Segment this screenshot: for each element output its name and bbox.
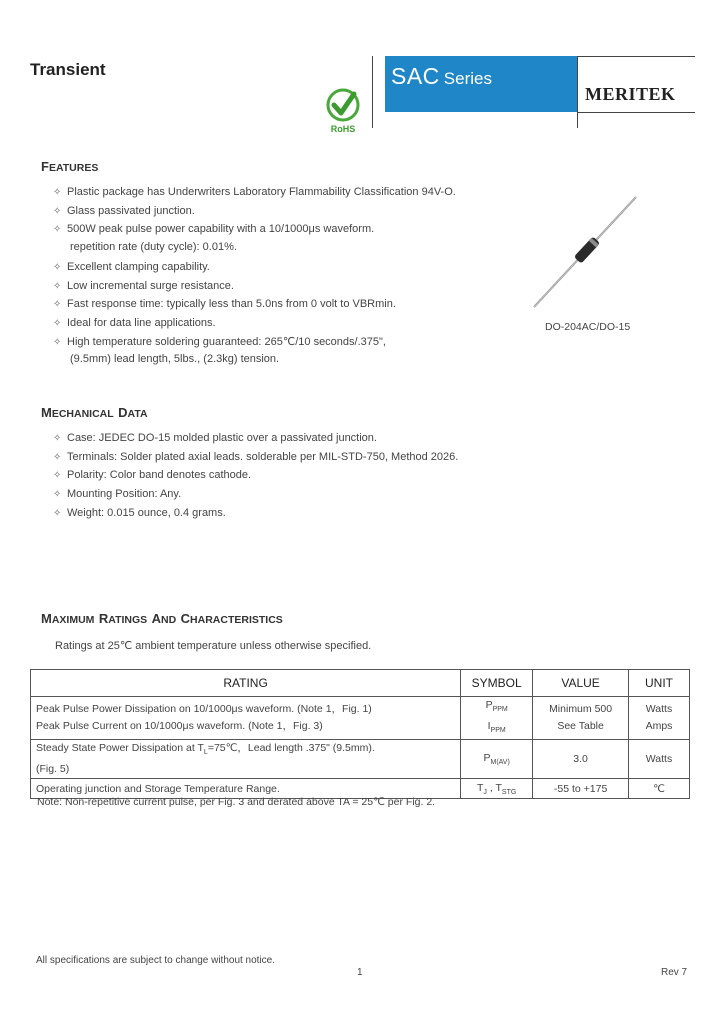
feature-item: ✧ High temperature soldering guaranteed: 265℃/10 seconds/.375", — [53, 336, 386, 348]
feature-continuation: repetition rate (duty cycle): 0.01%. — [70, 241, 237, 253]
page-number: 1 — [357, 967, 363, 978]
unit-cell: ℃ — [629, 779, 690, 799]
series-code: SAC — [391, 63, 440, 89]
diode-body — [574, 236, 600, 263]
feature-item: ✧ Ideal for data line applications. — [53, 317, 216, 329]
feature-item: ✧ Plastic package has Underwriters Laboratory Flammability Classification 94V-O. — [53, 186, 456, 198]
symbol-cell: $P_{M(AV)}$ — [461, 740, 533, 779]
rating-cell: Operating junction and Storage Temperature Range. — [31, 779, 461, 799]
features-heading: FEATURES — [41, 159, 99, 174]
feature-continuation: (9.5mm) lead length, 5lbs., (2.3kg) tension. — [70, 353, 280, 365]
unit-cell: Watts Amps — [629, 697, 690, 740]
table-row — [31, 740, 690, 779]
feature-item: ✧ Glass passivated junction. — [53, 205, 195, 217]
column-header: RATING — [31, 670, 461, 697]
frame-divider — [372, 56, 373, 128]
rating-cell: Peak Pulse Power Dissipation on 10/1000μs waveform. (Note 1，Fig. 1) Peak Pulse Current on 10/1000μs waveform. (Note 1，Fig. 3) — [31, 697, 461, 740]
mechanical-item: ✧ Case: JEDEC DO-15 molded plastic over a passivated junction. — [53, 432, 377, 444]
column-header: UNIT — [629, 670, 690, 697]
frame-divider — [577, 56, 578, 128]
symbol-cell: $T_J$ , $T_{STG}$ — [461, 779, 533, 799]
feature-item: ✧ Fast response time: typically less than 5.0ns from 0 volt to VBRmin. — [53, 298, 396, 310]
value-cell: 3.0 — [533, 740, 629, 779]
ratings-table — [30, 669, 690, 799]
column-header: SYMBOL — [461, 670, 533, 697]
mechanical-item: ✧ Polarity: Color band denotes cathode. — [53, 469, 252, 481]
rating-cell: Steady State Power Dissipation at $T_L=75℃$，Lead length .375" (9.5mm). (Fig. 5) — [31, 740, 461, 779]
brand-name: MERITEK — [585, 84, 676, 104]
series-box — [385, 56, 577, 112]
feature-item: ✧ Excellent clamping capability. — [53, 261, 210, 273]
series-word: Series — [443, 69, 492, 88]
table-row — [31, 697, 690, 740]
mechanical-item: ✧ Weight: 0.015 ounce, 0.4 grams. — [53, 507, 226, 519]
package-label: DO-204AC/DO-15 — [545, 321, 631, 333]
feature-item: ✧ 500W peak pulse power capability with a 10/1000μs waveform. — [53, 223, 375, 235]
revision-label: Rev 7 — [661, 967, 688, 978]
mechanical-heading: MECHANICAL DATA — [41, 405, 148, 420]
footer-disclaimer: All specifications are subject to change without notice. — [36, 955, 276, 966]
symbol-cell: $P_{PPM}$ $I_{PPM}$ — [461, 697, 533, 740]
value-cell: -55 to +175 — [533, 779, 629, 799]
frame-divider — [577, 56, 695, 57]
unit-cell: Watts — [629, 740, 690, 779]
table-note: Note: Non-repetitive current pulse, per Fig. 3 and derated above TA = 25℃ per Fig. 2. — [37, 796, 436, 808]
ratings-heading: MAXIMUM RATINGS AND CHARACTERISTICS — [41, 611, 283, 626]
ratings-note: Ratings at 25℃ ambient temperature unless otherwise specified. — [55, 640, 372, 652]
document-title: Transient — [30, 60, 106, 79]
mechanical-item: ✧ Terminals: Solder plated axial leads. solderable per MIL-STD-750, Method 2026. — [53, 451, 459, 463]
frame-divider — [577, 112, 695, 113]
feature-item: ✧ Low incremental surge resistance. — [53, 280, 234, 292]
rohs-text: RoHS — [330, 124, 356, 134]
mechanical-item: ✧ Mounting Position: Any. — [53, 488, 182, 500]
column-header: VALUE — [533, 670, 629, 697]
package-drawing — [530, 195, 640, 310]
rohs-logo — [320, 86, 366, 134]
value-cell: Minimum 500 See Table — [533, 697, 629, 740]
table-header-row — [31, 670, 690, 697]
